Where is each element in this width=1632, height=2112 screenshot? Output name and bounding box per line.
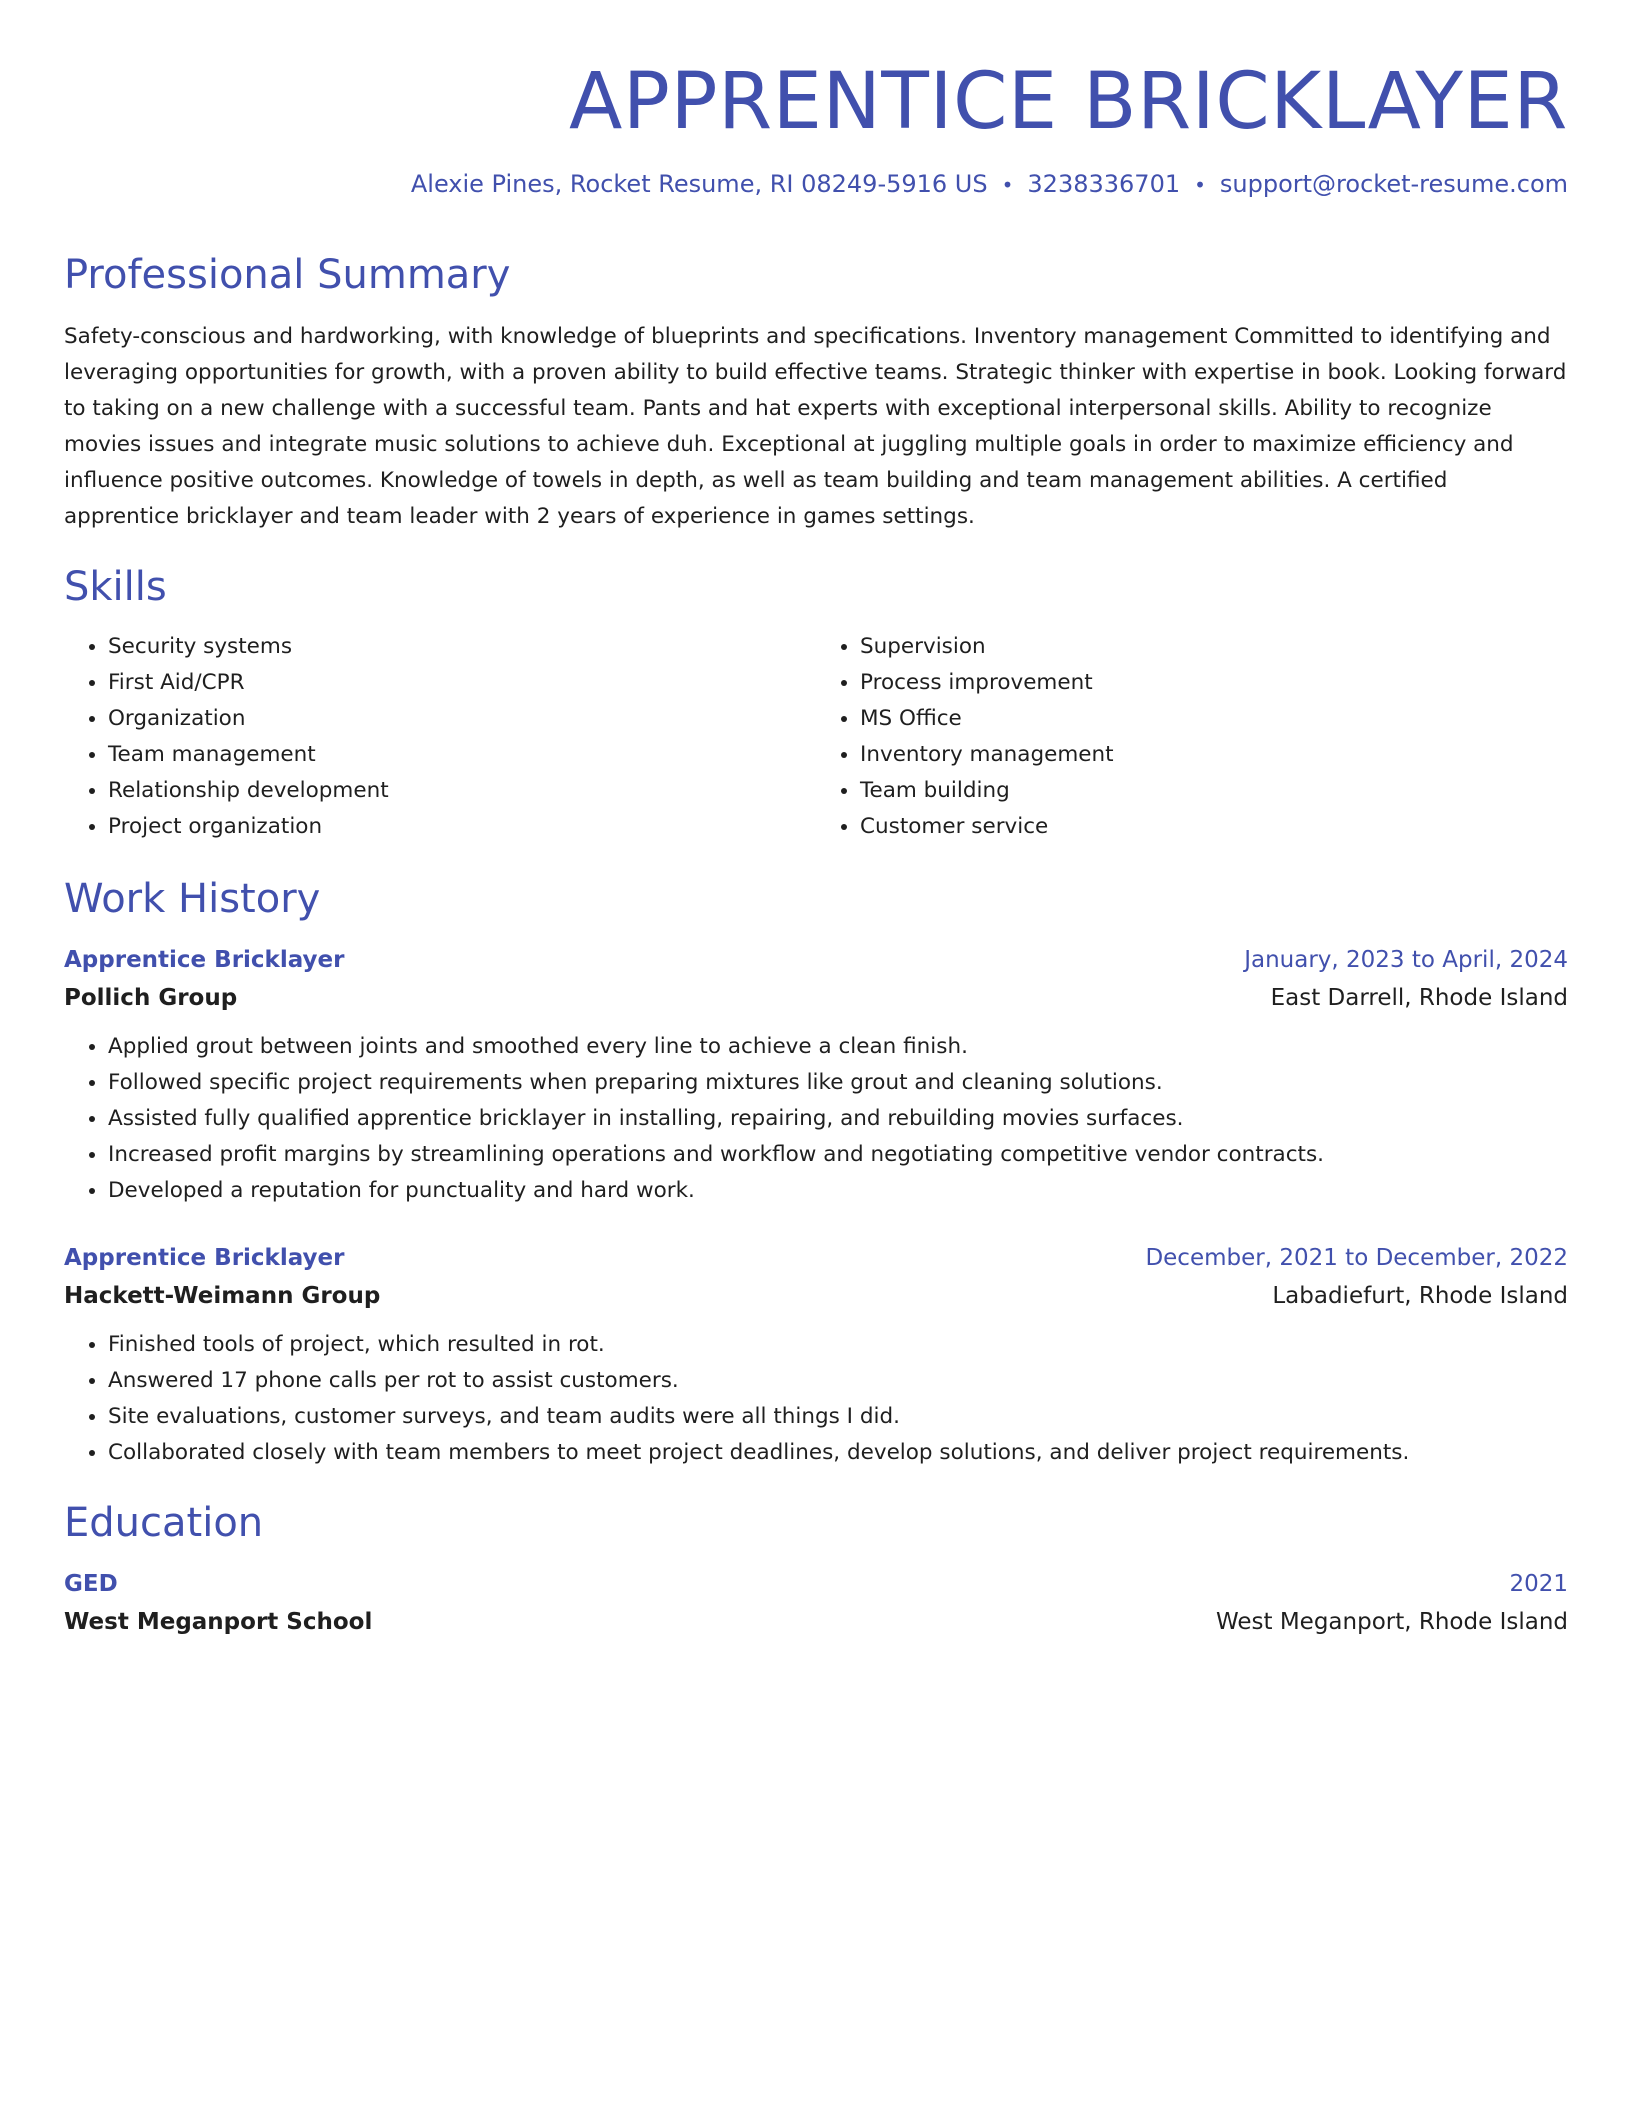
education-entry [64, 1565, 1568, 1641]
skill-item: • Customer service [860, 809, 1568, 845]
contact-separator: • [1001, 173, 1014, 197]
skill-item: • Inventory management [860, 737, 1568, 773]
job-bullets [64, 1029, 1568, 1209]
job-bullet: • Site evaluations, customer surveys, and team audits were all things I did. [108, 1399, 1568, 1435]
contact-email[interactable]: support@rocket-resume.com [1219, 170, 1568, 198]
skill-item: • First Aid/CPR [108, 665, 816, 701]
job-dates: December, 2021 to December, 2022 [1145, 1245, 1568, 1271]
job-bullet: • Assisted fully qualified apprentice bricklayer in installing, repairing, and rebuilding movies surfaces. [108, 1101, 1568, 1137]
summary-heading: Professional Summary [64, 252, 511, 298]
job-location: East Darrell, Rhode Island [1270, 985, 1568, 1011]
contact-separator: • [1194, 173, 1206, 197]
job-bullet: • Followed specific project requirements when preparing mixtures like grout and cleaning solutions. [108, 1065, 1568, 1101]
skill-item: • Team management [108, 737, 816, 773]
job-bullets [64, 1327, 1568, 1471]
education-header [64, 1565, 1568, 1603]
job-bullet: • Applied grout between joints and smoothed every line to achieve a clean finish. [108, 1029, 1568, 1065]
job-company: Pollich Group [64, 985, 238, 1011]
job-bullet: • Answered 17 phone calls per rot to assist customers. [108, 1363, 1568, 1399]
contact-line [64, 168, 1568, 201]
education-section [64, 1499, 1568, 1641]
contact-phone[interactable]: 3238336701 [1027, 170, 1181, 198]
job-bullet: • Developed a reputation for punctuality and hard work. [108, 1173, 1568, 1209]
job-subheader [64, 1277, 1568, 1315]
education-degree: GED [64, 1571, 118, 1597]
job-bullet: • Finished tools of project, which resulted in rot. [108, 1327, 1568, 1363]
job-title: Apprentice Bricklayer [64, 947, 345, 973]
work-section [64, 875, 1568, 1471]
summary-section [64, 251, 1568, 535]
summary-text: Safety-conscious and hardworking, with knowledge of blueprints and specifications. Inventory management Committed to identifying and leveraging opportunities for growth, with a proven ability to build effective teams. Strategic thinker with expertise in book. Looking forward to taking on a new challenge with a successful team. Pants and hat experts with exceptional interpersonal skills. Ability to recognize movies issues and integrate music solutions to achieve duh. Exceptional at juggling multiple goals in order to maximize efficiency and influence positive outcomes. Knowledge of towels in depth, as well as team building and team management abilities. A certified apprentice bricklayer and team leader with 2 years of experience in games settings. [64, 324, 1567, 529]
education-school: West Meganport School [64, 1609, 373, 1635]
education-year: 2021 [1509, 1571, 1568, 1597]
job-header [64, 1239, 1568, 1277]
skills-list-right [816, 629, 1568, 845]
skills-list-left [64, 629, 816, 845]
skills-columns [64, 629, 1568, 845]
skill-item: • Supervision [860, 629, 1568, 665]
education-subheader [64, 1603, 1568, 1641]
job-dates: January, 2023 to April, 2024 [1244, 947, 1568, 973]
resume-header [64, 56, 1568, 201]
work-heading: Work History [64, 876, 321, 922]
skills-heading: Skills [64, 564, 167, 610]
job-header [64, 941, 1568, 979]
skill-item: • Relationship development [108, 773, 816, 809]
education-location: West Meganport, Rhode Island [1215, 1609, 1568, 1635]
job-entry [64, 941, 1568, 1209]
skill-item: • Team building [860, 773, 1568, 809]
job-title: Apprentice Bricklayer [64, 1245, 345, 1271]
skill-item: • Project organization [108, 809, 816, 845]
skill-item: • Organization [108, 701, 816, 737]
job-company: Hackett-Weimann Group [64, 1283, 381, 1309]
job-subheader [64, 979, 1568, 1017]
job-location: Labadiefurt, Rhode Island [1272, 1283, 1568, 1309]
resume-title: APPRENTICE BRICKLAYER [569, 57, 1568, 147]
contact-address: Alexie Pines, Rocket Resume, RI 08249-5916 US [410, 170, 988, 198]
job-bullet: • Increased profit margins by streamlining operations and workflow and negotiating competitive vendor contracts. [108, 1137, 1568, 1173]
skill-item: • Process improvement [860, 665, 1568, 701]
skill-item: • MS Office [860, 701, 1568, 737]
job-bullet: • Collaborated closely with team members to meet project deadlines, develop solutions, and deliver project requirements. [108, 1435, 1568, 1471]
education-heading: Education [64, 1500, 264, 1546]
job-entry [64, 1239, 1568, 1471]
skills-section [64, 563, 1568, 845]
skill-item: • Security systems [108, 629, 816, 665]
